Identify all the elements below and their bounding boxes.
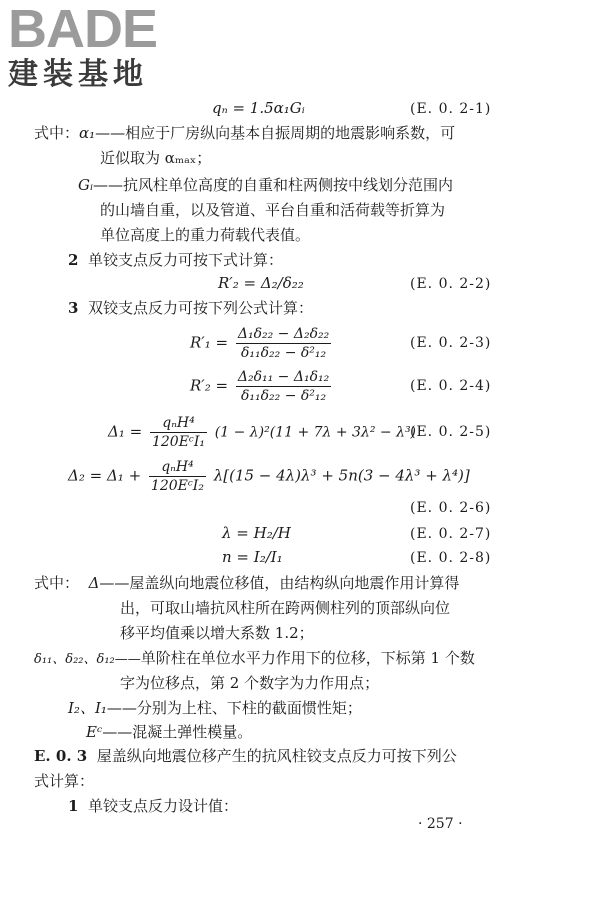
- fraction-numerator: Δ₁δ₂₂ − Δ₂δ₂₂: [237, 326, 330, 342]
- item-number: 2: [68, 251, 79, 269]
- equation-number: (E. 0. 2-7): [410, 526, 492, 542]
- equation-e021: qₙ = 1.5α₁Gᵢ: [212, 99, 305, 117]
- eq-rest: λ[(15 − 4λ)λ³ + 5n(3 − 4λ³ + λ⁴)]: [213, 466, 470, 485]
- eq-lhs: R′₂ =: [190, 376, 229, 395]
- section-e03: [34, 746, 457, 766]
- i-description: 分别为上柱、下柱的截面惯性矩；: [136, 699, 362, 717]
- delta-description-cont: 出，可取山墙抗风柱所在跨两侧柱列的顶部纵向位: [120, 599, 451, 617]
- equation-e027: λ = H₂/H: [222, 524, 291, 542]
- alpha-description: 相应于厂房纵向基本自振周期的地震影响系数，可: [125, 124, 456, 142]
- equation-e022: R′₂ = Δ₂/δ₂₂: [218, 274, 304, 292]
- item-2: [68, 250, 283, 270]
- section-text-cont: 式计算：: [34, 772, 95, 790]
- delta-coefficients-definition: [34, 648, 475, 670]
- item-number: 3: [68, 299, 79, 317]
- fraction: [236, 325, 331, 362]
- delta-symbol: Δ——: [88, 574, 130, 592]
- g-description-cont: 单位高度上的重力荷载代表值。: [100, 226, 311, 244]
- eq-rest: (1 − λ)²(11 + 7λ + 3λ² − λ³): [214, 424, 417, 441]
- g-symbol: Gᵢ——: [78, 176, 123, 194]
- section-text: 屋盖纵向地震位移产生的抗风柱铰支点反力可按下列公: [96, 747, 457, 765]
- alpha-symbol: α₁——: [79, 124, 126, 142]
- equation-e028: n = I₂/I₁: [222, 548, 283, 566]
- i-definition: [68, 698, 362, 718]
- equation-number: (E. 0. 2-3): [410, 335, 492, 351]
- fraction-denominator: 120EᶜI₁: [151, 434, 205, 450]
- delta-coefficients-description-cont: 字为位移点，第 2 个数字为力作用点；: [120, 674, 380, 692]
- equation-number: (E. 0. 2-6): [410, 500, 492, 516]
- fraction: [236, 368, 331, 405]
- delta-coefficients-symbols: δ₁₁、δ₂₂、δ₁₂——: [34, 652, 141, 667]
- i-symbols: I₂、I₁——: [68, 699, 137, 717]
- fraction-denominator: δ₁₁δ₂₂ − δ²₁₂: [240, 345, 327, 361]
- legend-lead-label: 式中：: [34, 574, 80, 592]
- delta-description-cont: 移平均值乘以增大系数 1.2；: [120, 624, 314, 642]
- item-text: 单铰支点反力设计值：: [87, 797, 238, 815]
- item-text: 双铰支点反力可按下列公式计算：: [87, 299, 313, 317]
- legend-lead: [34, 573, 459, 593]
- item-text: 单铰支点反力可按下式计算：: [87, 251, 283, 269]
- logo-brand: BADE: [8, 0, 158, 59]
- item-3: [68, 298, 313, 318]
- g-description-cont: 的山墙自重，以及管道、平台自重和活荷载等折算为: [100, 201, 446, 219]
- alpha-description-cont: 近似取为 αₘₐₓ；: [100, 149, 212, 167]
- fraction-denominator: 120EᶜI₂: [150, 478, 204, 494]
- fraction-numerator: qₙH⁴: [150, 414, 207, 433]
- equation-e026: [68, 458, 470, 495]
- equation-e023: [190, 325, 334, 362]
- equation-number: (E. 0. 2-5): [410, 424, 492, 440]
- equation-number: (E. 0. 2-2): [410, 276, 492, 292]
- page-number: · 257 ·: [418, 816, 463, 832]
- delta-description: 屋盖纵向地震位移值，由结构纵向地震作用计算得: [129, 574, 460, 592]
- item-1: [68, 796, 238, 816]
- logo: [8, 2, 157, 92]
- equation-e024: [190, 368, 334, 405]
- eq-lhs: Δ₂ = Δ₁ +: [68, 466, 142, 485]
- equation-number: (E. 0. 2-8): [410, 550, 492, 566]
- fraction: [150, 414, 207, 451]
- item-number: 1: [68, 797, 79, 815]
- logo-subtitle: 建装基地: [8, 57, 148, 92]
- equation-e025: [108, 414, 416, 451]
- eq-lhs: R′₁ =: [190, 333, 229, 352]
- e-symbol: Eᶜ——: [86, 723, 133, 741]
- legend-lead: [34, 123, 455, 143]
- fraction-denominator: δ₁₁δ₂₂ − δ²₁₂: [240, 388, 327, 404]
- delta-coefficients-description: 单阶柱在单位水平力作用下的位移，下标第 1 个数: [140, 649, 475, 667]
- fraction-numerator: Δ₂δ₁₁ − Δ₁δ₁₂: [237, 369, 330, 385]
- e-definition: [86, 722, 252, 742]
- eq-lhs: Δ₁ =: [108, 422, 143, 441]
- g-definition: [78, 175, 453, 195]
- section-number: E. 0. 3: [34, 747, 88, 765]
- equation-number: (E. 0. 2-1): [410, 101, 492, 117]
- equation-number: (E. 0. 2-4): [410, 378, 492, 394]
- g-description: 抗风柱单位高度的自重和柱两侧按中线划分范围内: [123, 176, 454, 194]
- fraction-numerator: qₙH⁴: [149, 458, 206, 477]
- legend-lead-label: 式中：: [34, 124, 80, 142]
- fraction: [149, 458, 206, 495]
- e-description: 混凝土弹性模量。: [132, 723, 253, 741]
